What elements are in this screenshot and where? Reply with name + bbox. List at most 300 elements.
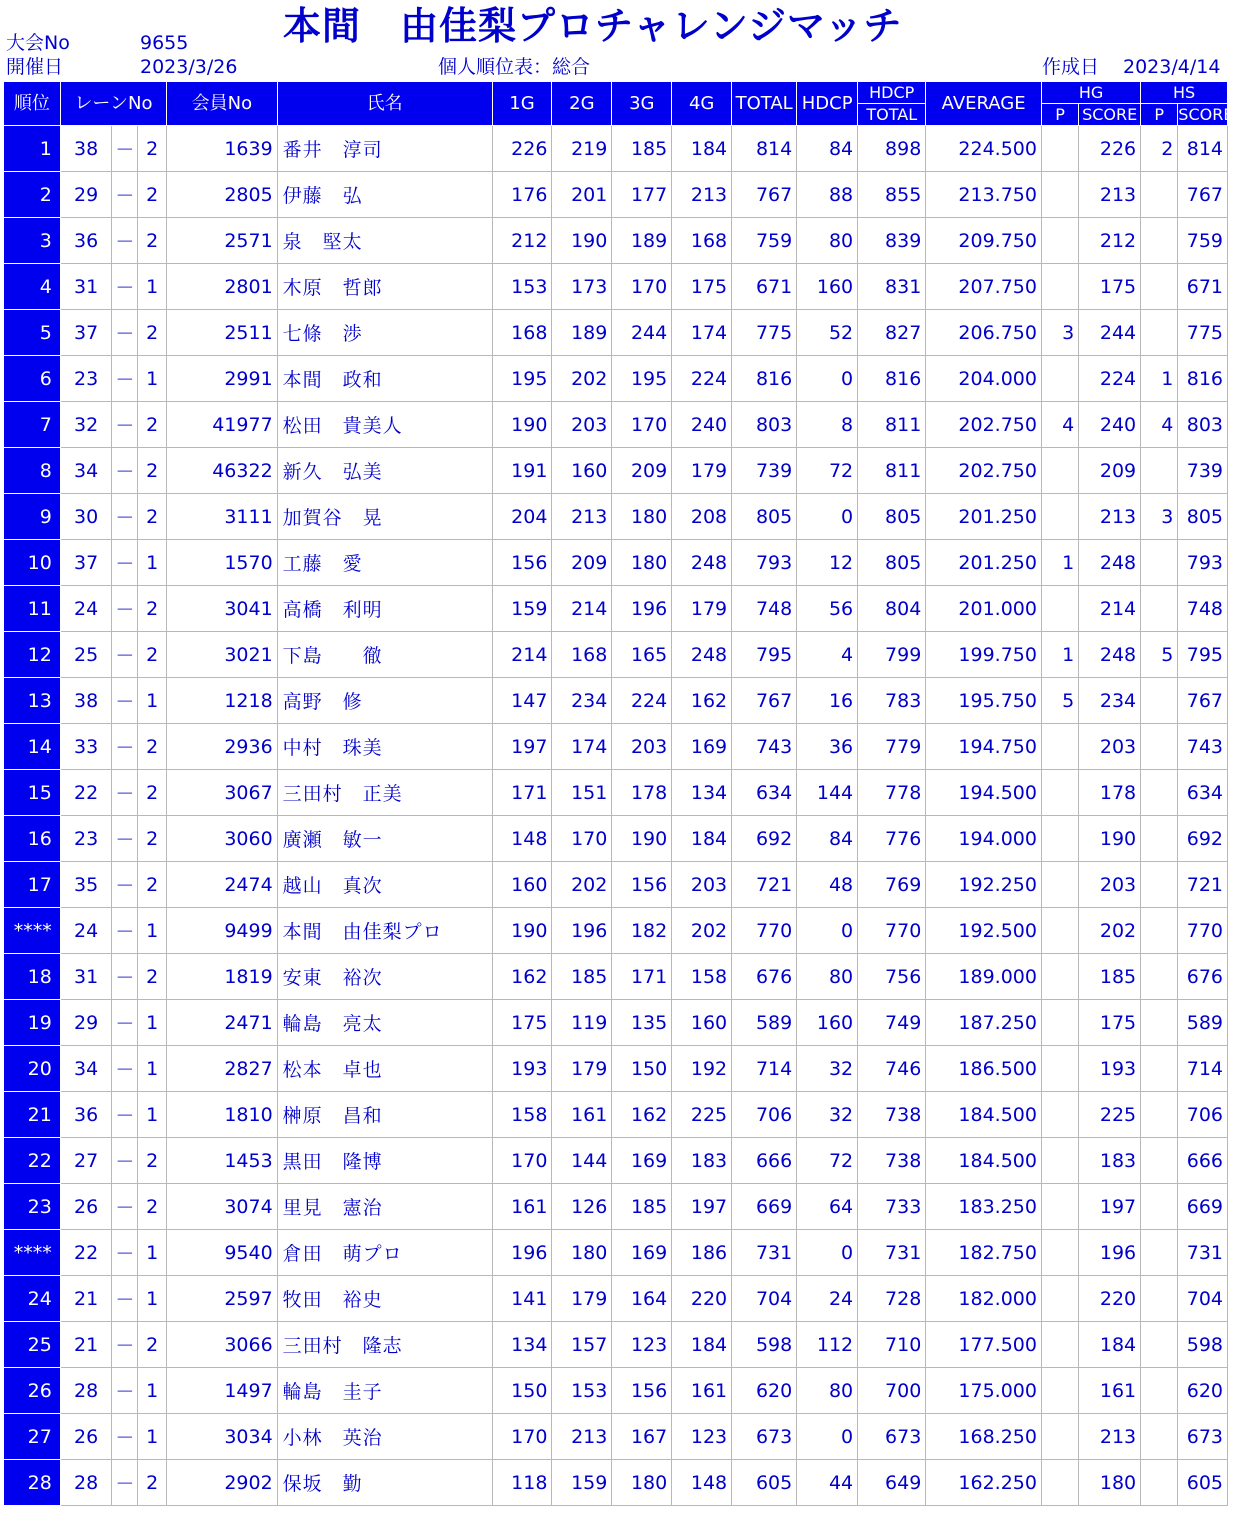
rank-cell: 3 <box>4 218 61 264</box>
hdcp-total-cell: 778 <box>858 770 926 816</box>
average-cell: 201.250 <box>926 540 1042 586</box>
hdcp-cell: 0 <box>797 494 858 540</box>
lane-cell: 23 <box>60 816 112 862</box>
game2-cell: 179 <box>552 1276 612 1322</box>
game1-cell: 175 <box>492 1000 552 1046</box>
hdcp-cell: 80 <box>797 218 858 264</box>
hdcp-cell: 24 <box>797 1276 858 1322</box>
game3-cell: 185 <box>612 1184 672 1230</box>
rank-cell: 12 <box>4 632 61 678</box>
table-row <box>4 1276 1228 1322</box>
rank-cell: 6 <box>4 356 61 402</box>
lane-dash-cell: － <box>112 908 138 954</box>
game2-cell: 219 <box>552 126 612 172</box>
average-cell: 194.750 <box>926 724 1042 770</box>
hg-score-cell: 196 <box>1079 1230 1141 1276</box>
lane-dash-cell: － <box>112 402 138 448</box>
game3-cell: 209 <box>612 448 672 494</box>
lane-dash-cell: － <box>112 494 138 540</box>
game2-cell: 126 <box>552 1184 612 1230</box>
table-row <box>4 1046 1228 1092</box>
game2-cell: 209 <box>552 540 612 586</box>
hdcp-cell: 32 <box>797 1046 858 1092</box>
game2-cell: 160 <box>552 448 612 494</box>
total-cell: 795 <box>732 632 797 678</box>
col-name-header: 氏名 <box>277 82 492 126</box>
rank-cell: 14 <box>4 724 61 770</box>
hs-p-cell <box>1141 954 1178 1000</box>
average-cell: 213.750 <box>926 172 1042 218</box>
hs-score-cell: 673 <box>1178 1414 1228 1460</box>
average-cell: 177.500 <box>926 1322 1042 1368</box>
lane-cell: 38 <box>60 126 112 172</box>
hs-score-cell: 714 <box>1178 1046 1228 1092</box>
lane-side-cell: 2 <box>138 448 167 494</box>
lane-dash-cell: － <box>112 862 138 908</box>
table-row <box>4 724 1228 770</box>
average-cell: 207.750 <box>926 264 1042 310</box>
hs-score-cell: 692 <box>1178 816 1228 862</box>
game1-cell: 226 <box>492 126 552 172</box>
hdcp-cell: 16 <box>797 678 858 724</box>
hs-score-cell: 759 <box>1178 218 1228 264</box>
game2-cell: 214 <box>552 586 612 632</box>
hs-p-cell: 5 <box>1141 632 1178 678</box>
total-cell: 805 <box>732 494 797 540</box>
lane-dash-cell: － <box>112 770 138 816</box>
hs-p-cell: 3 <box>1141 494 1178 540</box>
hdcp-cell: 12 <box>797 540 858 586</box>
hg-score-cell: 161 <box>1079 1368 1141 1414</box>
hdcp-cell: 72 <box>797 1138 858 1184</box>
lane-dash-cell: － <box>112 540 138 586</box>
game4-cell: 184 <box>672 1322 732 1368</box>
hdcp-total-cell: 898 <box>858 126 926 172</box>
game2-cell: 144 <box>552 1138 612 1184</box>
held-date-value: 2023/3/26 <box>140 56 238 78</box>
member-no-cell: 2902 <box>167 1460 278 1506</box>
lane-side-cell: 1 <box>138 1276 167 1322</box>
lane-cell: 24 <box>60 908 112 954</box>
hdcp-cell: 8 <box>797 402 858 448</box>
game1-cell: 196 <box>492 1230 552 1276</box>
member-no-cell: 3074 <box>167 1184 278 1230</box>
lane-cell: 36 <box>60 218 112 264</box>
member-no-cell: 41977 <box>167 402 278 448</box>
hg-p-cell <box>1041 1230 1078 1276</box>
total-cell: 748 <box>732 586 797 632</box>
name-cell: 木原 哲郎 <box>277 264 492 310</box>
hs-p-cell <box>1141 1230 1178 1276</box>
game1-cell: 190 <box>492 402 552 448</box>
hg-score-cell: 193 <box>1079 1046 1141 1092</box>
member-no-cell: 1570 <box>167 540 278 586</box>
hg-p-cell <box>1041 356 1078 402</box>
hs-score-cell: 748 <box>1178 586 1228 632</box>
lane-dash-cell: － <box>112 218 138 264</box>
table-row <box>4 218 1228 264</box>
hdcp-cell: 80 <box>797 954 858 1000</box>
lane-dash-cell: － <box>112 356 138 402</box>
average-cell: 206.750 <box>926 310 1042 356</box>
hdcp-total-cell: 700 <box>858 1368 926 1414</box>
col-hdcp-total-header-2: TOTAL <box>858 104 926 126</box>
lane-dash-cell: － <box>112 678 138 724</box>
created-date-label: 作成日 <box>1042 56 1100 78</box>
member-no-cell: 3060 <box>167 816 278 862</box>
rank-cell: 21 <box>4 1092 61 1138</box>
hdcp-total-cell: 839 <box>858 218 926 264</box>
lane-cell: 24 <box>60 586 112 632</box>
col-member-header: 会員No <box>167 82 278 126</box>
game2-cell: 196 <box>552 908 612 954</box>
total-cell: 692 <box>732 816 797 862</box>
lane-cell: 38 <box>60 678 112 724</box>
name-cell: 下島 徹 <box>277 632 492 678</box>
lane-cell: 35 <box>60 862 112 908</box>
hs-score-cell: 589 <box>1178 1000 1228 1046</box>
lane-cell: 33 <box>60 724 112 770</box>
game1-cell: 193 <box>492 1046 552 1092</box>
hs-p-cell <box>1141 1276 1178 1322</box>
rank-cell: 13 <box>4 678 61 724</box>
hs-score-cell: 634 <box>1178 770 1228 816</box>
hg-p-cell <box>1041 1138 1078 1184</box>
game4-cell: 192 <box>672 1046 732 1092</box>
lane-cell: 32 <box>60 402 112 448</box>
game1-cell: 170 <box>492 1414 552 1460</box>
lane-cell: 37 <box>60 310 112 356</box>
hdcp-total-cell: 728 <box>858 1276 926 1322</box>
hg-score-cell: 212 <box>1079 218 1141 264</box>
hdcp-cell: 0 <box>797 1414 858 1460</box>
rank-cell: 11 <box>4 586 61 632</box>
member-no-cell: 9499 <box>167 908 278 954</box>
total-cell: 671 <box>732 264 797 310</box>
game4-cell: 225 <box>672 1092 732 1138</box>
hg-score-cell: 178 <box>1079 770 1141 816</box>
lane-side-cell: 1 <box>138 1368 167 1414</box>
hs-score-cell: 793 <box>1178 540 1228 586</box>
hdcp-total-cell: 710 <box>858 1322 926 1368</box>
member-no-cell: 1810 <box>167 1092 278 1138</box>
total-cell: 676 <box>732 954 797 1000</box>
hs-p-cell <box>1141 1000 1178 1046</box>
name-cell: 小林 英治 <box>277 1414 492 1460</box>
name-cell: 安東 裕次 <box>277 954 492 1000</box>
table-row <box>4 1368 1228 1414</box>
game4-cell: 175 <box>672 264 732 310</box>
hdcp-cell: 88 <box>797 172 858 218</box>
table-row <box>4 356 1228 402</box>
member-no-cell: 2991 <box>167 356 278 402</box>
game1-cell: 156 <box>492 540 552 586</box>
hg-p-cell <box>1041 770 1078 816</box>
game1-cell: 158 <box>492 1092 552 1138</box>
game1-cell: 162 <box>492 954 552 1000</box>
member-no-cell: 2511 <box>167 310 278 356</box>
name-cell: 高野 修 <box>277 678 492 724</box>
game4-cell: 174 <box>672 310 732 356</box>
table-row <box>4 126 1228 172</box>
lane-dash-cell: － <box>112 954 138 1000</box>
game3-cell: 244 <box>612 310 672 356</box>
hs-p-cell: 4 <box>1141 402 1178 448</box>
hs-p-cell <box>1141 540 1178 586</box>
hs-p-cell <box>1141 1184 1178 1230</box>
game2-cell: 185 <box>552 954 612 1000</box>
hdcp-total-cell: 779 <box>858 724 926 770</box>
hs-p-cell <box>1141 448 1178 494</box>
game1-cell: 159 <box>492 586 552 632</box>
hdcp-cell: 80 <box>797 1368 858 1414</box>
game4-cell: 203 <box>672 862 732 908</box>
lane-side-cell: 2 <box>138 126 167 172</box>
tournament-no-value: 9655 <box>140 32 189 54</box>
game2-cell: 174 <box>552 724 612 770</box>
member-no-cell: 46322 <box>167 448 278 494</box>
name-cell: 松田 貴美人 <box>277 402 492 448</box>
game2-cell: 151 <box>552 770 612 816</box>
hs-p-cell <box>1141 1368 1178 1414</box>
game1-cell: 150 <box>492 1368 552 1414</box>
game3-cell: 190 <box>612 816 672 862</box>
average-cell: 201.250 <box>926 494 1042 540</box>
hs-score-cell: 598 <box>1178 1322 1228 1368</box>
hg-p-cell: 3 <box>1041 310 1078 356</box>
lane-dash-cell: － <box>112 264 138 310</box>
name-cell: 本間 由佳梨プロ <box>277 908 492 954</box>
hg-score-cell: 185 <box>1079 954 1141 1000</box>
hg-score-cell: 224 <box>1079 356 1141 402</box>
game3-cell: 169 <box>612 1230 672 1276</box>
lane-side-cell: 1 <box>138 1230 167 1276</box>
hg-score-cell: 203 <box>1079 724 1141 770</box>
game3-cell: 180 <box>612 1460 672 1506</box>
col-hs-header: HS <box>1141 82 1228 104</box>
hdcp-cell: 160 <box>797 1000 858 1046</box>
hs-p-cell <box>1141 264 1178 310</box>
lane-side-cell: 1 <box>138 678 167 724</box>
rank-cell: 1 <box>4 126 61 172</box>
rank-cell: 9 <box>4 494 61 540</box>
game4-cell: 158 <box>672 954 732 1000</box>
hg-p-cell <box>1041 1322 1078 1368</box>
hdcp-total-cell: 756 <box>858 954 926 1000</box>
name-cell: 牧田 裕史 <box>277 1276 492 1322</box>
game4-cell: 184 <box>672 816 732 862</box>
game3-cell: 180 <box>612 494 672 540</box>
average-cell: 202.750 <box>926 402 1042 448</box>
hs-score-cell: 731 <box>1178 1230 1228 1276</box>
rank-cell: 4 <box>4 264 61 310</box>
game4-cell: 179 <box>672 448 732 494</box>
hg-score-cell: 190 <box>1079 816 1141 862</box>
hs-score-cell: 669 <box>1178 1184 1228 1230</box>
total-cell: 814 <box>732 126 797 172</box>
hs-p-cell: 1 <box>1141 356 1178 402</box>
hs-score-cell: 767 <box>1178 678 1228 724</box>
table-row <box>4 632 1228 678</box>
total-cell: 714 <box>732 1046 797 1092</box>
game2-cell: 159 <box>552 1460 612 1506</box>
hg-p-cell <box>1041 724 1078 770</box>
game1-cell: 160 <box>492 862 552 908</box>
hdcp-cell: 44 <box>797 1460 858 1506</box>
game3-cell: 169 <box>612 1138 672 1184</box>
name-cell: 七條 渉 <box>277 310 492 356</box>
held-date-label: 開催日 <box>6 56 64 78</box>
col-hg-score-header: SCORE <box>1079 104 1141 126</box>
hdcp-cell: 56 <box>797 586 858 632</box>
member-no-cell: 3066 <box>167 1322 278 1368</box>
hg-p-cell: 1 <box>1041 540 1078 586</box>
member-no-cell: 2597 <box>167 1276 278 1322</box>
average-cell: 168.250 <box>926 1414 1042 1460</box>
col-rank-header: 順位 <box>4 82 61 126</box>
hs-p-cell <box>1141 678 1178 724</box>
hg-p-cell: 4 <box>1041 402 1078 448</box>
rank-cell: 18 <box>4 954 61 1000</box>
average-cell: 187.250 <box>926 1000 1042 1046</box>
total-cell: 598 <box>732 1322 797 1368</box>
hg-score-cell: 240 <box>1079 402 1141 448</box>
rank-cell: 22 <box>4 1138 61 1184</box>
lane-cell: 31 <box>60 954 112 1000</box>
lane-side-cell: 2 <box>138 1460 167 1506</box>
hs-p-cell <box>1141 1460 1178 1506</box>
game4-cell: 213 <box>672 172 732 218</box>
hdcp-total-cell: 816 <box>858 356 926 402</box>
lane-cell: 29 <box>60 172 112 218</box>
hg-p-cell <box>1041 1276 1078 1322</box>
table-row <box>4 540 1228 586</box>
table-row <box>4 172 1228 218</box>
hdcp-cell: 0 <box>797 1230 858 1276</box>
game3-cell: 185 <box>612 126 672 172</box>
game3-cell: 195 <box>612 356 672 402</box>
game2-cell: 203 <box>552 402 612 448</box>
lane-cell: 21 <box>60 1322 112 1368</box>
hg-score-cell: 220 <box>1079 1276 1141 1322</box>
average-cell: 175.000 <box>926 1368 1042 1414</box>
average-cell: 184.500 <box>926 1092 1042 1138</box>
hdcp-cell: 0 <box>797 908 858 954</box>
name-cell: 廣瀬 敏一 <box>277 816 492 862</box>
rank-cell: 26 <box>4 1368 61 1414</box>
hdcp-total-cell: 827 <box>858 310 926 356</box>
name-cell: 松本 卓也 <box>277 1046 492 1092</box>
game1-cell: 153 <box>492 264 552 310</box>
name-cell: 新久 弘美 <box>277 448 492 494</box>
game4-cell: 202 <box>672 908 732 954</box>
hg-p-cell <box>1041 172 1078 218</box>
lane-side-cell: 2 <box>138 218 167 264</box>
hg-score-cell: 244 <box>1079 310 1141 356</box>
lane-cell: 22 <box>60 1230 112 1276</box>
table-row <box>4 586 1228 632</box>
game1-cell: 170 <box>492 1138 552 1184</box>
average-cell: 195.750 <box>926 678 1042 724</box>
hg-p-cell <box>1041 126 1078 172</box>
game1-cell: 118 <box>492 1460 552 1506</box>
hdcp-total-cell: 804 <box>858 586 926 632</box>
hdcp-cell: 36 <box>797 724 858 770</box>
report-subtitle: 個人順位表：総合 <box>438 56 591 78</box>
game3-cell: 180 <box>612 540 672 586</box>
game4-cell: 161 <box>672 1368 732 1414</box>
name-cell: 里見 憲治 <box>277 1184 492 1230</box>
member-no-cell: 3067 <box>167 770 278 816</box>
hg-score-cell: 213 <box>1079 494 1141 540</box>
ranking-table <box>3 81 1233 1506</box>
hdcp-cell: 144 <box>797 770 858 816</box>
rank-cell: **** <box>4 908 61 954</box>
hg-p-cell: 5 <box>1041 678 1078 724</box>
game1-cell: 161 <box>492 1184 552 1230</box>
game2-cell: 119 <box>552 1000 612 1046</box>
name-cell: 伊藤 弘 <box>277 172 492 218</box>
name-cell: 中村 珠美 <box>277 724 492 770</box>
rank-cell: 15 <box>4 770 61 816</box>
game4-cell: 148 <box>672 1460 732 1506</box>
tournament-no-label: 大会No <box>6 32 70 54</box>
average-cell: 209.750 <box>926 218 1042 264</box>
hg-p-cell <box>1041 264 1078 310</box>
hdcp-cell: 84 <box>797 816 858 862</box>
member-no-cell: 2474 <box>167 862 278 908</box>
lane-cell: 29 <box>60 1000 112 1046</box>
game4-cell: 248 <box>672 632 732 678</box>
game4-cell: 208 <box>672 494 732 540</box>
rank-cell: 25 <box>4 1322 61 1368</box>
hs-p-cell <box>1141 172 1178 218</box>
lane-dash-cell: － <box>112 1368 138 1414</box>
member-no-cell: 1218 <box>167 678 278 724</box>
hs-score-cell: 816 <box>1178 356 1228 402</box>
game1-cell: 171 <box>492 770 552 816</box>
game2-cell: 202 <box>552 356 612 402</box>
hg-p-cell: 1 <box>1041 632 1078 678</box>
hdcp-total-cell: 749 <box>858 1000 926 1046</box>
col-3g-header: 3G <box>612 82 672 126</box>
game1-cell: 191 <box>492 448 552 494</box>
average-cell: 224.500 <box>926 126 1042 172</box>
game4-cell: 240 <box>672 402 732 448</box>
lane-dash-cell: － <box>112 1460 138 1506</box>
member-no-cell: 2571 <box>167 218 278 264</box>
game3-cell: 170 <box>612 402 672 448</box>
average-cell: 182.750 <box>926 1230 1042 1276</box>
hdcp-cell: 72 <box>797 448 858 494</box>
game1-cell: 212 <box>492 218 552 264</box>
col-hg-header: HG <box>1041 82 1140 104</box>
member-no-cell: 2827 <box>167 1046 278 1092</box>
game2-cell: 179 <box>552 1046 612 1092</box>
hs-p-cell <box>1141 1322 1178 1368</box>
table-header <box>4 82 1233 126</box>
col-hs-p-header: P <box>1141 104 1178 126</box>
total-cell: 620 <box>732 1368 797 1414</box>
hg-p-cell <box>1041 908 1078 954</box>
total-cell: 759 <box>732 218 797 264</box>
lane-side-cell: 2 <box>138 494 167 540</box>
lane-side-cell: 2 <box>138 1184 167 1230</box>
hg-score-cell: 202 <box>1079 908 1141 954</box>
game2-cell: 202 <box>552 862 612 908</box>
lane-side-cell: 2 <box>138 1138 167 1184</box>
lane-cell: 25 <box>60 632 112 678</box>
